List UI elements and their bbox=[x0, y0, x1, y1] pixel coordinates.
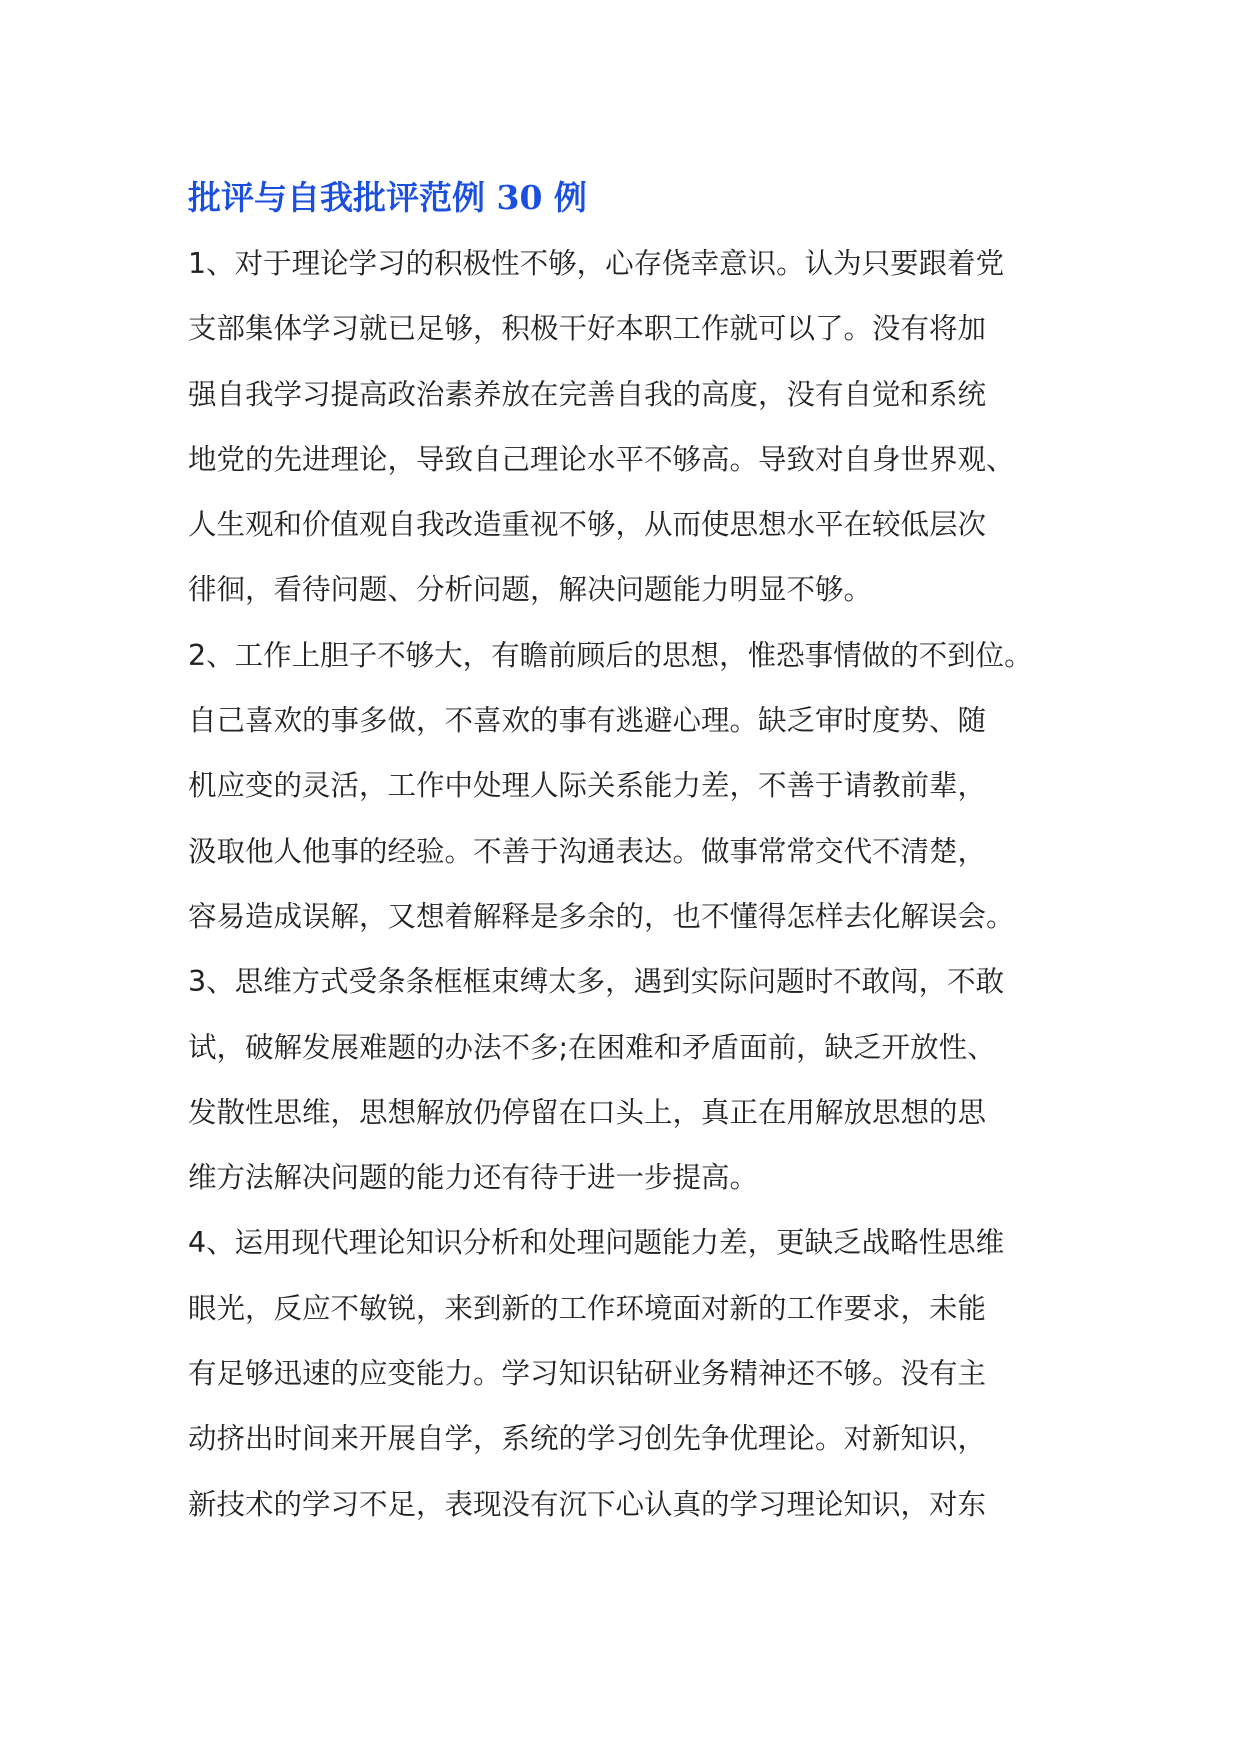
text-line: 2、工作上胆子不够大，有瞻前顾后的思想，惟恐事情做的不到位。 bbox=[188, 638, 1033, 672]
document-title: 批评与自我批评范例 30 例 bbox=[188, 178, 587, 217]
text-line: 新技术的学习不足，表现没有沉下心认真的学习理论知识，对东 bbox=[188, 1487, 987, 1521]
document-body bbox=[188, 239, 1088, 1545]
text-line: 强自我学习提高政治素养放在完善自我的高度，没有自觉和系统 bbox=[188, 377, 987, 411]
text-line: 试，破解发展难题的办法不多;在困难和矛盾面前，缺乏开放性、 bbox=[188, 1030, 996, 1064]
text-line: 3、思维方式受条条框框束缚太多，遇到实际问题时不敢闯，不敢 bbox=[188, 965, 1005, 999]
text-line: 汲取他人他事的经验。不善于沟通表达。做事常常交代不清楚， bbox=[188, 834, 987, 868]
text-line: 眼光，反应不敏锐，来到新的工作环境面对新的工作要求，未能 bbox=[188, 1291, 987, 1325]
text-line: 动挤出时间来开展自学，系统的学习创先争优理论。对新知识， bbox=[188, 1422, 987, 1456]
text-line: 容易造成误解，又想着解释是多余的，也不懂得怎样去化解误会。 bbox=[188, 899, 1015, 933]
text-line: 1、对于理论学习的积极性不够，心存侥幸意识。认为只要跟着党 bbox=[188, 247, 1005, 280]
text-line: 有足够迅速的应变能力。学习知识钻研业务精神还不够。没有主 bbox=[188, 1357, 987, 1391]
text-line: 徘徊，看待问题、分析问题，解决问题能力明显不够。 bbox=[188, 573, 873, 607]
text-line: 发散性思维，思想解放仍停留在口头上，真正在用解放思想的思 bbox=[188, 1095, 987, 1129]
text-line: 维方法解决问题的能力还有待于进一步提高。 bbox=[188, 1161, 759, 1195]
text-line: 机应变的灵活，工作中处理人际关系能力差，不善于请教前辈， bbox=[188, 769, 987, 803]
text-line: 支部集体学习就已足够，积极干好本职工作就可以了。没有将加 bbox=[188, 312, 987, 346]
text-line: 人生观和价值观自我改造重视不够，从而使思想水平在较低层次 bbox=[188, 508, 987, 542]
text-line: 地党的先进理论，导致自己理论水平不够高。导致对自身世界观、 bbox=[188, 442, 1015, 476]
text-line: 自己喜欢的事多做，不喜欢的事有逃避心理。缺乏审时度势、随 bbox=[188, 704, 987, 738]
text-line: 4、运用现代理论知识分析和处理问题能力差，更缺乏战略性思维 bbox=[188, 1226, 1005, 1260]
